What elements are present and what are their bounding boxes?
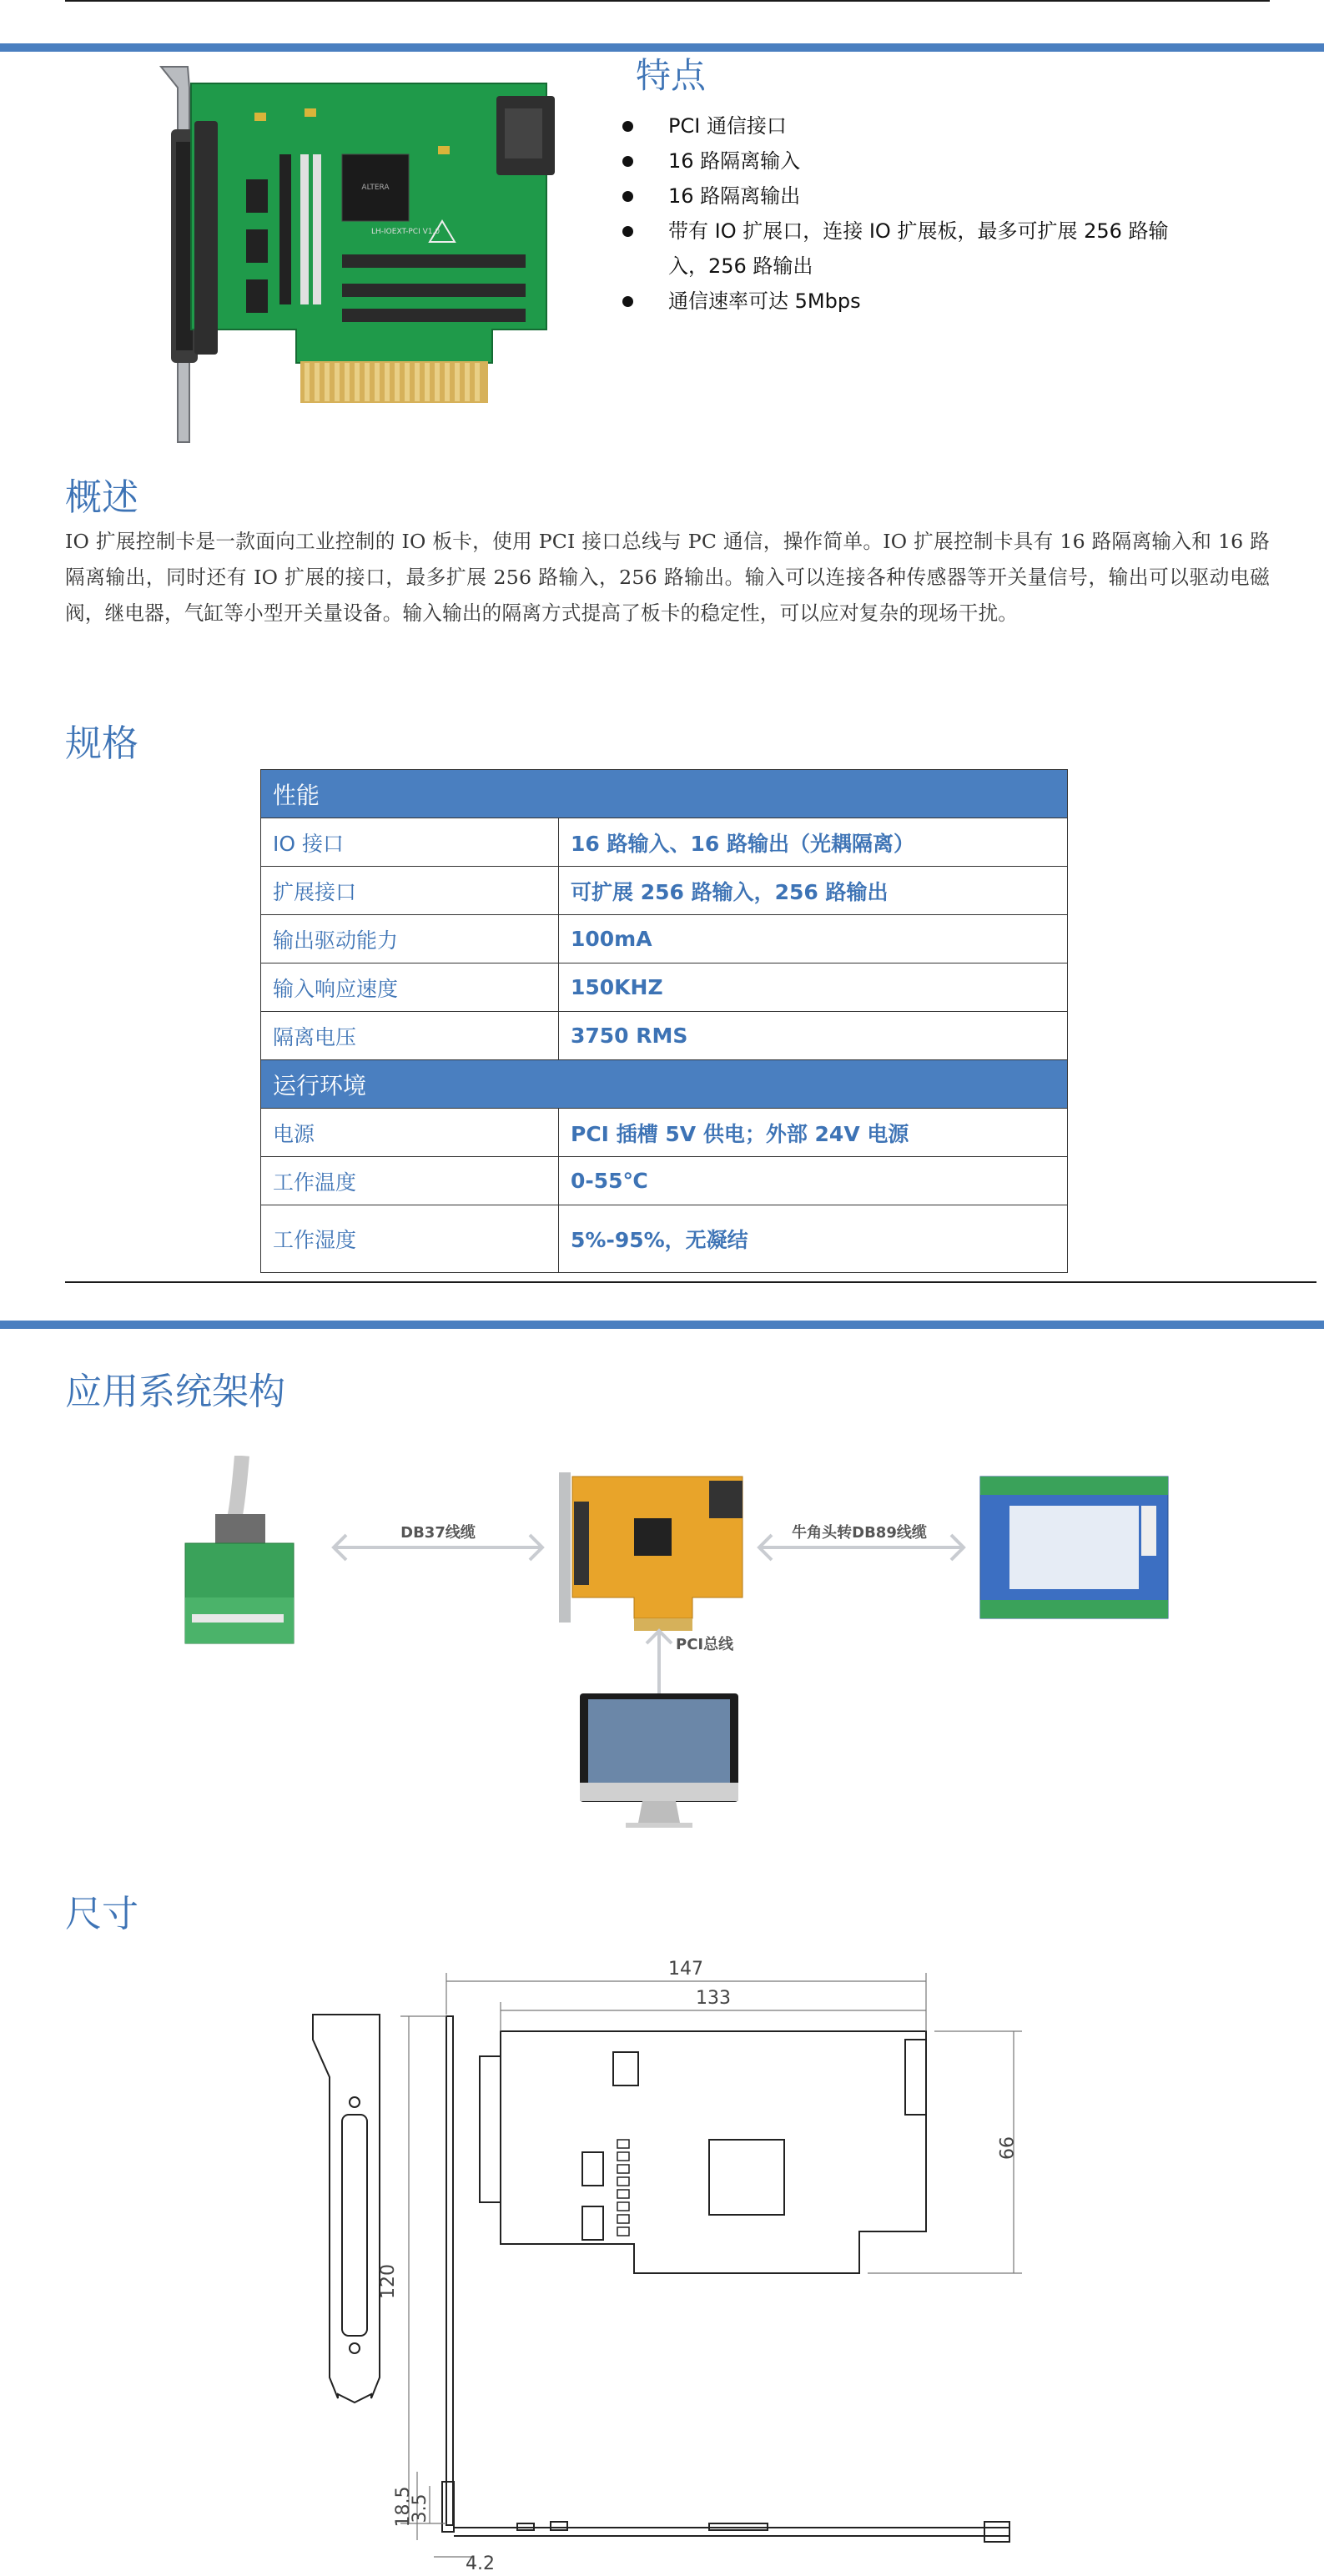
feature-item: 带有 IO 扩展口，连接 IO 扩展板，最多可扩展 256 路输入，256 路输出 [622, 214, 1206, 284]
top-rule [65, 0, 1270, 2]
spec-bottom-rule [65, 1281, 1316, 1283]
dim-18-5: 18.5 [393, 2486, 414, 2528]
spec-value: PCI 插槽 5V 供电；外部 24V 电源 [559, 1109, 1068, 1157]
table-row [261, 818, 1068, 867]
spec-key: 扩展接口 [261, 867, 559, 915]
io-card-image [559, 1472, 743, 1631]
board-silk-text: LH-IOEXT-PCI V1.0 [371, 228, 440, 236]
dim-4-2: 4.2 [466, 2553, 495, 2569]
spec-env-header-row [261, 1060, 1068, 1109]
feature-item: 16 路隔离输出 [622, 179, 1206, 214]
terminal-board-image [185, 1456, 294, 1643]
overview-title: 概述 [65, 476, 138, 519]
feature-item: 16 路隔离输入 [622, 143, 1206, 179]
features-list [622, 108, 1206, 319]
svg-text:ALTERA: ALTERA [361, 184, 390, 192]
feature-item: PCI 通信接口 [622, 108, 1206, 143]
spec-perf-header: 性能 [261, 770, 1068, 818]
features-title: 特点 [636, 55, 707, 96]
table-row [261, 867, 1068, 915]
feature-item: 通信速率可达 5Mbps [622, 284, 1206, 319]
monitor-image [580, 1693, 738, 1828]
spec-env-header: 运行环境 [261, 1060, 1068, 1109]
spec-key: 工作温度 [261, 1157, 559, 1205]
dimensions-title: 尺寸 [65, 1893, 138, 1935]
spec-value: 150KHZ [559, 963, 1068, 1012]
pci-label: PCI总线 [676, 1636, 734, 1653]
table-row [261, 1157, 1068, 1205]
spec-value: 3750 RMS [559, 1012, 1068, 1060]
spec-key: 输入响应速度 [261, 963, 559, 1012]
dim-99: 99 [994, 2136, 1015, 2160]
dimension-drawing [300, 1948, 1051, 2569]
spec-value: 可扩展 256 路输入，256 路输出 [559, 867, 1068, 915]
spec-key: 工作湿度 [261, 1205, 559, 1273]
spec-table [260, 769, 1068, 1273]
dim-147: 147 [668, 1959, 703, 1980]
spec-key: 电源 [261, 1109, 559, 1157]
architecture-title: 应用系统架构 [65, 1371, 285, 1413]
expansion-module-image [980, 1477, 1168, 1618]
mid-blue-band [0, 1321, 1324, 1329]
table-row [261, 915, 1068, 963]
spec-perf-header-row [261, 770, 1068, 818]
architecture-diagram [167, 1456, 1185, 1831]
dim-133: 133 [696, 1988, 731, 2009]
table-row [261, 1109, 1068, 1157]
spec-value: 16 路输入、16 路输出（光耦隔离） [559, 818, 1068, 867]
table-row [261, 1205, 1068, 1273]
db37-label: DB37线缆 [400, 1524, 476, 1542]
spec-title: 规格 [65, 722, 138, 765]
table-row [261, 1012, 1068, 1060]
spec-value: 100mA [559, 915, 1068, 963]
spec-key: 输出驱动能力 [261, 915, 559, 963]
dim-3-5: 3.5 [410, 2493, 430, 2523]
db89-label: 牛角头转DB89线缆 [792, 1524, 927, 1542]
spec-value: 0-55℃ [559, 1157, 1068, 1205]
overview-text: IO 扩展控制卡是一款面向工业控制的 IO 板卡，使用 PCI 接口总线与 PC 通信，操作简单。IO 扩展控制卡具有 16 路隔离输入和 16 路隔离输出，同时还有 IO 扩展的接口，最多扩展 256 路输入，256 路输出。输入可以连接各种传感器等开关量信号，输出可以驱动电磁阀，继电器，气缸等小型开关量设备。输入输出的隔离方式提高了板卡的稳定性，可以应对复杂的现场干扰。 [65, 530, 1270, 625]
spec-key: 隔离电压 [261, 1012, 559, 1060]
dim-120: 120 [378, 2264, 399, 2299]
spec-value: 5%-95%，无凝结 [559, 1205, 1068, 1273]
table-row [261, 963, 1068, 1012]
spec-key: IO 接口 [261, 818, 559, 867]
product-card-photo [154, 63, 580, 446]
